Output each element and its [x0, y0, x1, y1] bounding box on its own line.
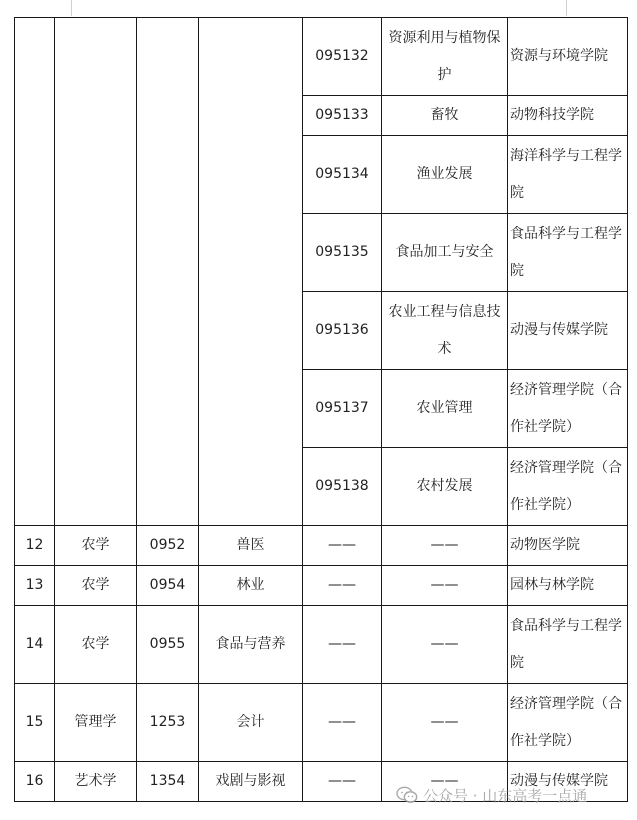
sub-field-cell: —— — [382, 606, 508, 684]
no-cell: 14 — [15, 606, 55, 684]
name-cell: 兽医 — [199, 526, 303, 566]
code-cell: 1354 — [137, 762, 199, 802]
category-cell: 农学 — [55, 566, 137, 606]
sub-field-cell: —— — [382, 762, 508, 802]
college-cell: 动漫与传媒学院 — [508, 292, 628, 370]
category-cell: 管理学 — [55, 684, 137, 762]
college-cell: 动物医学院 — [508, 526, 628, 566]
table-row — [15, 526, 628, 566]
no-cell: 13 — [15, 566, 55, 606]
sub-code-cell: 095133 — [303, 96, 382, 136]
table-row — [15, 606, 628, 684]
table-row — [15, 18, 628, 96]
no-cell: 12 — [15, 526, 55, 566]
sub-code-cell: —— — [303, 606, 382, 684]
category-cell: 农学 — [55, 526, 137, 566]
no-cell: 16 — [15, 762, 55, 802]
watermark — [396, 782, 632, 808]
watermark-text: 公众号 · 山东高考一点通 — [423, 786, 588, 805]
code-cell: 0955 — [137, 606, 199, 684]
merged-no-cell — [15, 18, 55, 526]
sub-code-cell: 095135 — [303, 214, 382, 292]
sub-field-cell: —— — [382, 526, 508, 566]
name-cell: 戏剧与影视 — [199, 762, 303, 802]
sub-field-cell: 资源利用与植物保护 — [382, 18, 508, 96]
crop-mark-right — [566, 0, 567, 16]
sub-code-cell: 095134 — [303, 136, 382, 214]
college-cell: 经济管理学院（合作社学院） — [508, 370, 628, 448]
code-cell: 0954 — [137, 566, 199, 606]
college-cell: 经济管理学院（合作社学院） — [508, 684, 628, 762]
category-cell: 农学 — [55, 606, 137, 684]
sub-field-cell: 渔业发展 — [382, 136, 508, 214]
sub-field-cell: 农村发展 — [382, 448, 508, 526]
table-row — [15, 684, 628, 762]
wechat-icon — [396, 786, 418, 804]
merged-name-cell — [199, 18, 303, 526]
sub-code-cell: —— — [303, 762, 382, 802]
name-cell: 林业 — [199, 566, 303, 606]
college-cell: 动物科技学院 — [508, 96, 628, 136]
sub-field-cell: 食品加工与安全 — [382, 214, 508, 292]
sub-field-cell: —— — [382, 684, 508, 762]
code-cell: 1253 — [137, 684, 199, 762]
table-row — [15, 566, 628, 606]
sub-field-cell: —— — [382, 566, 508, 606]
name-cell: 食品与营养 — [199, 606, 303, 684]
major-table — [14, 17, 628, 802]
college-cell: 经济管理学院（合作社学院） — [508, 448, 628, 526]
name-cell: 会计 — [199, 684, 303, 762]
sub-code-cell: 095137 — [303, 370, 382, 448]
college-cell: 食品科学与工程学院 — [508, 606, 628, 684]
merged-code-cell — [137, 18, 199, 526]
sub-code-cell: —— — [303, 684, 382, 762]
code-cell: 0952 — [137, 526, 199, 566]
sub-field-cell: 农业管理 — [382, 370, 508, 448]
sub-code-cell: —— — [303, 566, 382, 606]
sub-field-cell: 畜牧 — [382, 96, 508, 136]
college-cell: 动漫与传媒学院 — [508, 762, 628, 802]
category-cell: 艺术学 — [55, 762, 137, 802]
college-cell: 资源与环境学院 — [508, 18, 628, 96]
sub-code-cell: 095138 — [303, 448, 382, 526]
merged-category-cell — [55, 18, 137, 526]
college-cell: 海洋科学与工程学院 — [508, 136, 628, 214]
sub-field-cell: 农业工程与信息技术 — [382, 292, 508, 370]
sub-code-cell: —— — [303, 526, 382, 566]
sub-code-cell: 095132 — [303, 18, 382, 96]
college-cell: 园林与林学院 — [508, 566, 628, 606]
crop-mark-left — [71, 0, 72, 16]
sub-code-cell: 095136 — [303, 292, 382, 370]
no-cell: 15 — [15, 684, 55, 762]
college-cell: 食品科学与工程学院 — [508, 214, 628, 292]
